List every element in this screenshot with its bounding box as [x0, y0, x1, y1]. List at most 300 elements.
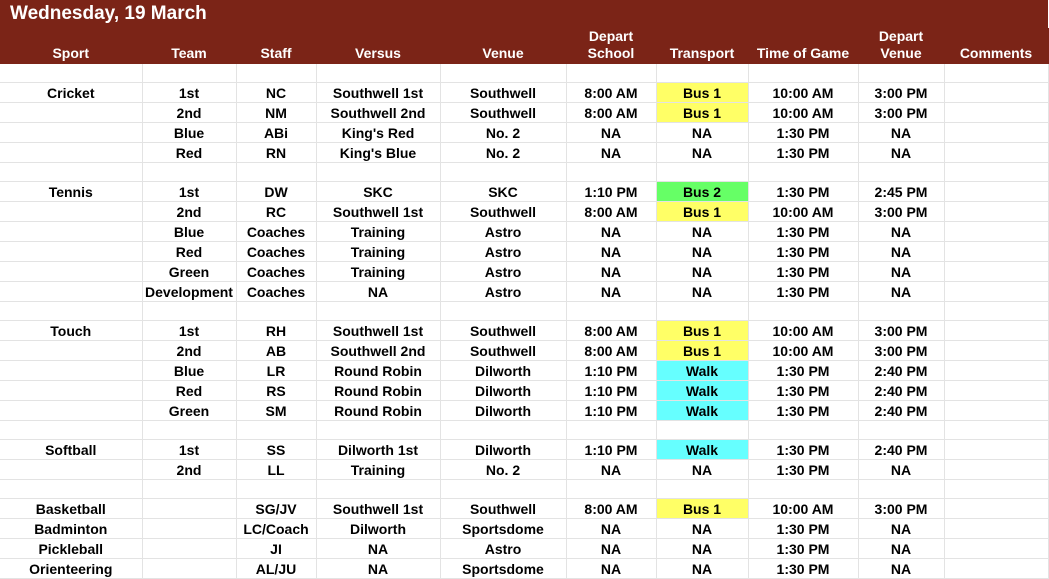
- depart-school-cell[interactable]: NA: [566, 222, 656, 242]
- depart-school-cell[interactable]: 1:10 PM: [566, 381, 656, 401]
- venue-cell[interactable]: No. 2: [440, 460, 566, 480]
- depart-school-cell[interactable]: 8:00 AM: [566, 341, 656, 361]
- empty-cell[interactable]: [236, 302, 316, 321]
- depart-venue-cell[interactable]: NA: [858, 539, 944, 559]
- table-row: [0, 143, 1048, 163]
- transport-cell[interactable]: Walk: [656, 381, 748, 401]
- comments-cell[interactable]: [944, 143, 1048, 163]
- team-cell[interactable]: 1st: [142, 440, 236, 460]
- sport-cell[interactable]: Cricket: [0, 83, 142, 103]
- transport-cell[interactable]: Walk: [656, 401, 748, 421]
- venue-cell[interactable]: Dilworth: [440, 401, 566, 421]
- empty-cell[interactable]: [316, 302, 440, 321]
- staff-cell[interactable]: SS: [236, 440, 316, 460]
- team-cell[interactable]: Blue: [142, 123, 236, 143]
- header-staff[interactable]: Staff: [236, 28, 316, 64]
- time-of-game-cell[interactable]: 10:00 AM: [748, 202, 858, 222]
- empty-cell[interactable]: [142, 480, 236, 499]
- depart-school-cell[interactable]: 8:00 AM: [566, 321, 656, 341]
- time-of-game-cell[interactable]: 1:30 PM: [748, 361, 858, 381]
- sport-cell[interactable]: [0, 341, 142, 361]
- team-cell[interactable]: 2nd: [142, 103, 236, 123]
- sport-cell[interactable]: [0, 381, 142, 401]
- versus-cell[interactable]: NA: [316, 559, 440, 579]
- empty-cell[interactable]: [236, 64, 316, 83]
- sport-cell[interactable]: [0, 143, 142, 163]
- empty-cell[interactable]: [858, 421, 944, 440]
- time-of-game-cell[interactable]: 1:30 PM: [748, 381, 858, 401]
- transport-cell[interactable]: Bus 1: [656, 103, 748, 123]
- versus-cell[interactable]: Southwell 1st: [316, 321, 440, 341]
- staff-cell[interactable]: LC/Coach: [236, 519, 316, 539]
- staff-cell[interactable]: SG/JV: [236, 499, 316, 519]
- time-of-game-cell[interactable]: 1:30 PM: [748, 460, 858, 480]
- venue-cell[interactable]: Astro: [440, 222, 566, 242]
- depart-school-cell[interactable]: 1:10 PM: [566, 361, 656, 381]
- sport-cell[interactable]: Pickleball: [0, 539, 142, 559]
- time-of-game-cell[interactable]: 1:30 PM: [748, 282, 858, 302]
- header-depart-school[interactable]: Depart School: [566, 28, 656, 64]
- empty-cell[interactable]: [748, 421, 858, 440]
- time-of-game-cell[interactable]: 1:30 PM: [748, 519, 858, 539]
- empty-cell[interactable]: [316, 163, 440, 182]
- table-row: [0, 381, 1048, 401]
- depart-venue-cell[interactable]: 3:00 PM: [858, 83, 944, 103]
- venue-cell[interactable]: Astro: [440, 282, 566, 302]
- comments-cell[interactable]: [944, 242, 1048, 262]
- table-row: [0, 182, 1048, 202]
- depart-school-cell[interactable]: 8:00 AM: [566, 499, 656, 519]
- header-sport[interactable]: Sport: [0, 28, 142, 64]
- time-of-game-cell[interactable]: 10:00 AM: [748, 321, 858, 341]
- sport-cell[interactable]: [0, 401, 142, 421]
- staff-cell[interactable]: RC: [236, 202, 316, 222]
- table-row: [0, 361, 1048, 381]
- depart-school-cell[interactable]: 8:00 AM: [566, 202, 656, 222]
- venue-cell[interactable]: Southwell: [440, 499, 566, 519]
- team-cell[interactable]: 1st: [142, 182, 236, 202]
- team-cell[interactable]: Red: [142, 242, 236, 262]
- empty-cell[interactable]: [316, 480, 440, 499]
- empty-cell[interactable]: [656, 64, 748, 83]
- transport-cell[interactable]: NA: [656, 460, 748, 480]
- empty-cell[interactable]: [440, 421, 566, 440]
- depart-venue-cell[interactable]: 2:40 PM: [858, 361, 944, 381]
- depart-school-cell[interactable]: 1:10 PM: [566, 440, 656, 460]
- empty-cell[interactable]: [858, 480, 944, 499]
- empty-cell[interactable]: [656, 163, 748, 182]
- depart-school-cell[interactable]: 8:00 AM: [566, 83, 656, 103]
- depart-school-cell[interactable]: NA: [566, 242, 656, 262]
- depart-venue-cell[interactable]: NA: [858, 242, 944, 262]
- empty-cell[interactable]: [566, 480, 656, 499]
- versus-cell[interactable]: Round Robin: [316, 381, 440, 401]
- comments-cell[interactable]: [944, 282, 1048, 302]
- empty-cell[interactable]: [748, 64, 858, 83]
- depart-venue-cell[interactable]: NA: [858, 123, 944, 143]
- header-depart-venue[interactable]: Depart Venue: [858, 28, 944, 64]
- time-of-game-cell[interactable]: 10:00 AM: [748, 103, 858, 123]
- venue-cell[interactable]: Dilworth: [440, 440, 566, 460]
- time-of-game-cell[interactable]: 10:00 AM: [748, 83, 858, 103]
- empty-cell[interactable]: [440, 163, 566, 182]
- time-of-game-cell[interactable]: 1:30 PM: [748, 401, 858, 421]
- table-row: [0, 341, 1048, 361]
- comments-cell[interactable]: [944, 103, 1048, 123]
- depart-venue-cell[interactable]: NA: [858, 460, 944, 480]
- sport-cell[interactable]: [0, 123, 142, 143]
- transport-cell[interactable]: NA: [656, 559, 748, 579]
- team-cell[interactable]: 2nd: [142, 341, 236, 361]
- empty-cell[interactable]: [0, 64, 142, 83]
- empty-cell[interactable]: [566, 421, 656, 440]
- versus-cell[interactable]: Round Robin: [316, 401, 440, 421]
- versus-cell[interactable]: Training: [316, 460, 440, 480]
- time-of-game-cell[interactable]: 1:30 PM: [748, 262, 858, 282]
- table-row: [0, 539, 1048, 559]
- empty-cell[interactable]: [236, 480, 316, 499]
- transport-cell[interactable]: NA: [656, 539, 748, 559]
- comments-cell[interactable]: [944, 559, 1048, 579]
- schedule-body: [0, 64, 1048, 579]
- depart-school-cell[interactable]: NA: [566, 123, 656, 143]
- empty-cell[interactable]: [944, 163, 1048, 182]
- time-of-game-cell[interactable]: 1:30 PM: [748, 222, 858, 242]
- time-of-game-cell[interactable]: 1:30 PM: [748, 559, 858, 579]
- table-row: [0, 103, 1048, 123]
- header-team[interactable]: Team: [142, 28, 236, 64]
- empty-cell[interactable]: [142, 302, 236, 321]
- sport-cell[interactable]: [0, 262, 142, 282]
- table-row: [0, 559, 1048, 579]
- table-row: [0, 202, 1048, 222]
- time-of-game-cell[interactable]: 10:00 AM: [748, 341, 858, 361]
- comments-cell[interactable]: [944, 182, 1048, 202]
- schedule-table: [0, 28, 1049, 579]
- versus-cell[interactable]: Dilworth 1st: [316, 440, 440, 460]
- comments-cell[interactable]: [944, 519, 1048, 539]
- empty-cell[interactable]: [316, 64, 440, 83]
- sport-cell[interactable]: [0, 282, 142, 302]
- versus-cell[interactable]: Dilworth: [316, 519, 440, 539]
- venue-cell[interactable]: Southwell: [440, 341, 566, 361]
- depart-school-cell[interactable]: NA: [566, 539, 656, 559]
- team-cell[interactable]: 2nd: [142, 202, 236, 222]
- team-cell[interactable]: Blue: [142, 361, 236, 381]
- venue-cell[interactable]: No. 2: [440, 123, 566, 143]
- venue-cell[interactable]: Sportsdome: [440, 519, 566, 539]
- sport-cell[interactable]: Badminton: [0, 519, 142, 539]
- empty-cell[interactable]: [566, 64, 656, 83]
- sport-cell[interactable]: Softball: [0, 440, 142, 460]
- empty-cell[interactable]: [440, 64, 566, 83]
- header-transport[interactable]: Transport: [656, 28, 748, 64]
- sport-cell[interactable]: Basketball: [0, 499, 142, 519]
- table-row: [0, 83, 1048, 103]
- blank-row: [0, 64, 1048, 83]
- transport-cell[interactable]: NA: [656, 143, 748, 163]
- venue-cell[interactable]: Astro: [440, 242, 566, 262]
- blank-row: [0, 163, 1048, 182]
- depart-school-cell[interactable]: NA: [566, 262, 656, 282]
- versus-cell[interactable]: NA: [316, 282, 440, 302]
- transport-cell[interactable]: Bus 2: [656, 182, 748, 202]
- staff-cell[interactable]: SM: [236, 401, 316, 421]
- blank-row: [0, 480, 1048, 499]
- sport-cell[interactable]: Orienteering: [0, 559, 142, 579]
- empty-cell[interactable]: [0, 163, 142, 182]
- venue-cell[interactable]: Sportsdome: [440, 559, 566, 579]
- staff-cell[interactable]: AB: [236, 341, 316, 361]
- versus-cell[interactable]: Training: [316, 222, 440, 242]
- venue-cell[interactable]: Southwell: [440, 321, 566, 341]
- empty-cell[interactable]: [858, 302, 944, 321]
- staff-cell[interactable]: JI: [236, 539, 316, 559]
- empty-cell[interactable]: [142, 421, 236, 440]
- transport-cell[interactable]: Bus 1: [656, 202, 748, 222]
- empty-cell[interactable]: [566, 163, 656, 182]
- depart-school-cell[interactable]: 1:10 PM: [566, 182, 656, 202]
- comments-cell[interactable]: [944, 460, 1048, 480]
- empty-cell[interactable]: [944, 421, 1048, 440]
- team-cell[interactable]: 1st: [142, 83, 236, 103]
- depart-venue-cell[interactable]: 3:00 PM: [858, 321, 944, 341]
- depart-venue-cell[interactable]: 2:40 PM: [858, 381, 944, 401]
- staff-cell[interactable]: AL/JU: [236, 559, 316, 579]
- table-row: [0, 222, 1048, 242]
- comments-cell[interactable]: [944, 123, 1048, 143]
- versus-cell[interactable]: Round Robin: [316, 361, 440, 381]
- transport-cell[interactable]: NA: [656, 123, 748, 143]
- sport-cell[interactable]: Touch: [0, 321, 142, 341]
- staff-cell[interactable]: Coaches: [236, 282, 316, 302]
- depart-school-cell[interactable]: NA: [566, 559, 656, 579]
- staff-cell[interactable]: Coaches: [236, 262, 316, 282]
- venue-cell[interactable]: Southwell: [440, 83, 566, 103]
- comments-cell[interactable]: [944, 83, 1048, 103]
- transport-cell[interactable]: NA: [656, 222, 748, 242]
- transport-cell[interactable]: NA: [656, 242, 748, 262]
- empty-cell[interactable]: [0, 480, 142, 499]
- time-of-game-cell[interactable]: 1:30 PM: [748, 143, 858, 163]
- sport-cell[interactable]: [0, 361, 142, 381]
- team-cell[interactable]: Blue: [142, 222, 236, 242]
- depart-venue-cell[interactable]: NA: [858, 143, 944, 163]
- empty-cell[interactable]: [944, 480, 1048, 499]
- comments-cell[interactable]: [944, 440, 1048, 460]
- staff-cell[interactable]: RH: [236, 321, 316, 341]
- comments-cell[interactable]: [944, 321, 1048, 341]
- comments-cell[interactable]: [944, 381, 1048, 401]
- team-cell[interactable]: [142, 499, 236, 519]
- depart-school-cell[interactable]: NA: [566, 519, 656, 539]
- empty-cell[interactable]: [748, 163, 858, 182]
- transport-cell[interactable]: Bus 1: [656, 341, 748, 361]
- empty-cell[interactable]: [0, 421, 142, 440]
- team-cell[interactable]: [142, 559, 236, 579]
- depart-venue-cell[interactable]: NA: [858, 519, 944, 539]
- time-of-game-cell[interactable]: 1:30 PM: [748, 440, 858, 460]
- depart-venue-cell[interactable]: NA: [858, 222, 944, 242]
- sport-cell[interactable]: [0, 103, 142, 123]
- table-row: [0, 282, 1048, 302]
- venue-cell[interactable]: Dilworth: [440, 381, 566, 401]
- staff-cell[interactable]: Coaches: [236, 222, 316, 242]
- empty-cell[interactable]: [656, 480, 748, 499]
- team-cell[interactable]: 2nd: [142, 460, 236, 480]
- depart-school-cell[interactable]: NA: [566, 460, 656, 480]
- table-row: [0, 440, 1048, 460]
- staff-cell[interactable]: RS: [236, 381, 316, 401]
- transport-cell[interactable]: Walk: [656, 361, 748, 381]
- depart-venue-cell[interactable]: 2:45 PM: [858, 182, 944, 202]
- depart-venue-cell[interactable]: NA: [858, 262, 944, 282]
- transport-cell[interactable]: Bus 1: [656, 499, 748, 519]
- venue-cell[interactable]: SKC: [440, 182, 566, 202]
- empty-cell[interactable]: [944, 64, 1048, 83]
- team-cell[interactable]: [142, 519, 236, 539]
- staff-cell[interactable]: LL: [236, 460, 316, 480]
- venue-cell[interactable]: Southwell: [440, 202, 566, 222]
- venue-cell[interactable]: Southwell: [440, 103, 566, 123]
- table-row: [0, 499, 1048, 519]
- team-cell[interactable]: Green: [142, 262, 236, 282]
- depart-venue-cell[interactable]: 3:00 PM: [858, 341, 944, 361]
- empty-cell[interactable]: [0, 302, 142, 321]
- versus-cell[interactable]: Southwell 1st: [316, 83, 440, 103]
- empty-cell[interactable]: [858, 64, 944, 83]
- empty-cell[interactable]: [236, 163, 316, 182]
- comments-cell[interactable]: [944, 262, 1048, 282]
- team-cell[interactable]: 1st: [142, 321, 236, 341]
- empty-cell[interactable]: [440, 302, 566, 321]
- empty-cell[interactable]: [656, 302, 748, 321]
- venue-cell[interactable]: Astro: [440, 262, 566, 282]
- time-of-game-cell[interactable]: 1:30 PM: [748, 242, 858, 262]
- versus-cell[interactable]: SKC: [316, 182, 440, 202]
- venue-cell[interactable]: Astro: [440, 539, 566, 559]
- empty-cell[interactable]: [142, 64, 236, 83]
- depart-school-cell[interactable]: NA: [566, 143, 656, 163]
- empty-cell[interactable]: [440, 480, 566, 499]
- sport-cell[interactable]: [0, 460, 142, 480]
- table-row: [0, 262, 1048, 282]
- comments-cell[interactable]: [944, 499, 1048, 519]
- depart-school-cell[interactable]: NA: [566, 282, 656, 302]
- depart-venue-cell[interactable]: NA: [858, 282, 944, 302]
- comments-cell[interactable]: [944, 222, 1048, 242]
- table-row: [0, 460, 1048, 480]
- sport-cell[interactable]: [0, 202, 142, 222]
- empty-cell[interactable]: [748, 480, 858, 499]
- table-row: [0, 321, 1048, 341]
- table-row: [0, 519, 1048, 539]
- empty-cell[interactable]: [566, 302, 656, 321]
- team-cell[interactable]: Green: [142, 401, 236, 421]
- table-row: [0, 401, 1048, 421]
- header-venue[interactable]: Venue: [440, 28, 566, 64]
- staff-cell[interactable]: LR: [236, 361, 316, 381]
- comments-cell[interactable]: [944, 202, 1048, 222]
- comments-cell[interactable]: [944, 401, 1048, 421]
- team-cell[interactable]: Red: [142, 381, 236, 401]
- empty-cell[interactable]: [236, 421, 316, 440]
- table-row: [0, 242, 1048, 262]
- sport-cell[interactable]: [0, 222, 142, 242]
- versus-cell[interactable]: Southwell 1st: [316, 202, 440, 222]
- staff-cell[interactable]: NC: [236, 83, 316, 103]
- depart-school-cell[interactable]: 8:00 AM: [566, 103, 656, 123]
- depart-venue-cell[interactable]: NA: [858, 559, 944, 579]
- table-row: [0, 123, 1048, 143]
- empty-cell[interactable]: [142, 163, 236, 182]
- versus-cell[interactable]: Training: [316, 242, 440, 262]
- staff-cell[interactable]: RN: [236, 143, 316, 163]
- transport-cell[interactable]: Walk: [656, 440, 748, 460]
- staff-cell[interactable]: Coaches: [236, 242, 316, 262]
- team-cell[interactable]: Red: [142, 143, 236, 163]
- venue-cell[interactable]: Dilworth: [440, 361, 566, 381]
- versus-cell[interactable]: Training: [316, 262, 440, 282]
- staff-cell[interactable]: NM: [236, 103, 316, 123]
- depart-venue-cell[interactable]: 3:00 PM: [858, 202, 944, 222]
- depart-venue-cell[interactable]: 2:40 PM: [858, 401, 944, 421]
- transport-cell[interactable]: Bus 1: [656, 83, 748, 103]
- transport-cell[interactable]: NA: [656, 519, 748, 539]
- time-of-game-cell[interactable]: 1:30 PM: [748, 182, 858, 202]
- versus-cell[interactable]: Southwell 2nd: [316, 341, 440, 361]
- versus-cell[interactable]: King's Blue: [316, 143, 440, 163]
- transport-cell[interactable]: NA: [656, 282, 748, 302]
- team-cell[interactable]: [142, 539, 236, 559]
- versus-cell[interactable]: Southwell 1st: [316, 499, 440, 519]
- header-time-of-game[interactable]: Time of Game: [748, 28, 858, 64]
- team-cell[interactable]: Development: [142, 282, 236, 302]
- comments-cell[interactable]: [944, 361, 1048, 381]
- header-row: [0, 28, 1048, 64]
- empty-cell[interactable]: [858, 163, 944, 182]
- time-of-game-cell[interactable]: 1:30 PM: [748, 123, 858, 143]
- header-versus[interactable]: Versus: [316, 28, 440, 64]
- blank-row: [0, 421, 1048, 440]
- versus-cell[interactable]: King's Red: [316, 123, 440, 143]
- sport-cell[interactable]: Tennis: [0, 182, 142, 202]
- sport-cell[interactable]: [0, 242, 142, 262]
- empty-cell[interactable]: [748, 302, 858, 321]
- depart-venue-cell[interactable]: 2:40 PM: [858, 440, 944, 460]
- staff-cell[interactable]: ABi: [236, 123, 316, 143]
- depart-venue-cell[interactable]: 3:00 PM: [858, 103, 944, 123]
- versus-cell[interactable]: Southwell 2nd: [316, 103, 440, 123]
- empty-cell[interactable]: [316, 421, 440, 440]
- venue-cell[interactable]: No. 2: [440, 143, 566, 163]
- depart-school-cell[interactable]: 1:10 PM: [566, 401, 656, 421]
- time-of-game-cell[interactable]: 1:30 PM: [748, 539, 858, 559]
- comments-cell[interactable]: [944, 341, 1048, 361]
- transport-cell[interactable]: NA: [656, 262, 748, 282]
- blank-row: [0, 302, 1048, 321]
- empty-cell[interactable]: [656, 421, 748, 440]
- header-comments[interactable]: Comments: [944, 28, 1048, 64]
- staff-cell[interactable]: DW: [236, 182, 316, 202]
- transport-cell[interactable]: Bus 1: [656, 321, 748, 341]
- versus-cell[interactable]: NA: [316, 539, 440, 559]
- depart-venue-cell[interactable]: 3:00 PM: [858, 499, 944, 519]
- empty-cell[interactable]: [944, 302, 1048, 321]
- comments-cell[interactable]: [944, 539, 1048, 559]
- time-of-game-cell[interactable]: 10:00 AM: [748, 499, 858, 519]
- sheet-title[interactable]: Wednesday, 19 March: [0, 0, 1048, 28]
